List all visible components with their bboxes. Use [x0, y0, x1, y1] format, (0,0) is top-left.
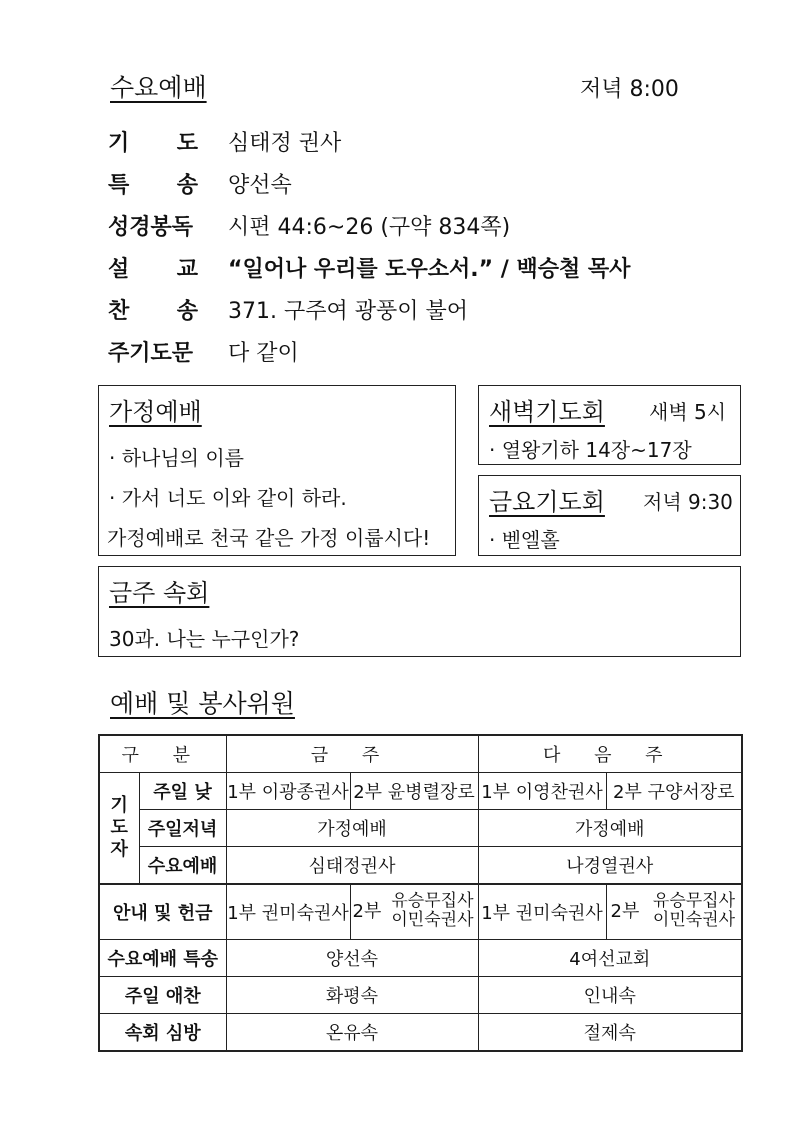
header-this-week: 금 주 [226, 735, 478, 773]
dawn-prayer-time: 새벽 5시 [649, 400, 727, 424]
cell: 가정예배 [478, 810, 742, 847]
family-worship-line-2: · 가서 너도 이와 같이 하라. [109, 486, 347, 510]
dawn-prayer-line: · 열왕기하 14장~17장 [489, 438, 692, 462]
cell: 2부 유승무집사 이민숙권사 [606, 884, 742, 940]
table-row [99, 810, 742, 847]
table-header-row [99, 735, 742, 773]
cell: 1부 이영찬권사 [478, 773, 606, 810]
cell: 4여선교회 [478, 940, 742, 977]
row-label: 수요예배 [139, 847, 226, 885]
cell: 2부 유승무집사 이민숙권사 [350, 884, 478, 940]
family-worship-line-3: 가정예배로 천국 같은 가정 이룹시다! [107, 526, 431, 550]
cell-meeting-title: 금주 속회 [109, 579, 210, 607]
sermon-value: “일어나 우리를 도우소서.” / 백승철 목사 [228, 257, 631, 282]
row-label: 안내 및 헌금 [99, 884, 226, 940]
scripture-value: 시편 44:6~26 (구약 834쪽) [228, 215, 511, 240]
family-worship-line-1: · 하나님의 이름 [109, 446, 244, 470]
row-label: 주일저녁 [139, 810, 226, 847]
table-row [99, 847, 742, 885]
scripture-label: 성경봉독 [108, 215, 194, 240]
friday-prayer-title: 금요기도회 [489, 488, 605, 516]
table-row [99, 884, 742, 940]
prayer-value: 심태정 권사 [228, 131, 342, 156]
row-label: 속회 심방 [99, 1014, 226, 1052]
cell: 절제속 [478, 1014, 742, 1052]
wednesday-title: 수요예배 [110, 73, 207, 102]
cell: 화평속 [226, 977, 478, 1014]
cell: 나경열권사 [478, 847, 742, 885]
cell-meeting-line: 30과. 나는 누구인가? [109, 627, 300, 651]
cell: 심태정권사 [226, 847, 478, 885]
committee-table [98, 734, 743, 1052]
cell: 2부 윤병렬장로 [350, 773, 478, 810]
cell: 1부 권미숙권사 [226, 884, 350, 940]
cell: 인내속 [478, 977, 742, 1014]
sermon-label: 설 교 [108, 257, 198, 282]
prayer-group-label: 기 도 자 [99, 773, 139, 885]
table-row [99, 773, 742, 810]
family-worship-box [98, 385, 456, 556]
cell-meeting-box [98, 566, 741, 657]
prayer-label: 기 도 [108, 131, 198, 156]
lords-prayer-value: 다 같이 [228, 341, 299, 366]
friday-prayer-time: 저녁 9:30 [643, 490, 733, 514]
wednesday-time: 저녁 8:00 [580, 77, 679, 102]
table-row [99, 940, 742, 977]
hymn-value: 371. 구주여 광풍이 불어 [228, 299, 468, 324]
cell: 1부 이광종권사 [226, 773, 350, 810]
table-row [99, 1014, 742, 1052]
table-row [99, 977, 742, 1014]
cell: 양선속 [226, 940, 478, 977]
cell: 2부 구양서장로 [606, 773, 742, 810]
row-label: 주일 애찬 [99, 977, 226, 1014]
family-worship-title: 가정예배 [109, 398, 202, 426]
row-label: 수요예배 특송 [99, 940, 226, 977]
cell: 1부 권미숙권사 [478, 884, 606, 940]
dawn-prayer-box [478, 385, 741, 465]
special-song-label: 특 송 [108, 173, 198, 198]
friday-prayer-line: · 벧엘홀 [489, 528, 560, 552]
hymn-label: 찬 송 [108, 299, 198, 324]
friday-prayer-box [478, 475, 741, 556]
special-song-value: 양선속 [228, 173, 292, 198]
committee-title: 예배 및 봉사위원 [110, 689, 295, 718]
row-label: 주일 낮 [139, 773, 226, 810]
header-division: 구 분 [99, 735, 226, 773]
dawn-prayer-title: 새벽기도회 [489, 398, 605, 426]
cell: 가정예배 [226, 810, 478, 847]
header-next-week: 다 음 주 [478, 735, 742, 773]
cell: 온유속 [226, 1014, 478, 1052]
lords-prayer-label: 주기도문 [108, 341, 194, 366]
